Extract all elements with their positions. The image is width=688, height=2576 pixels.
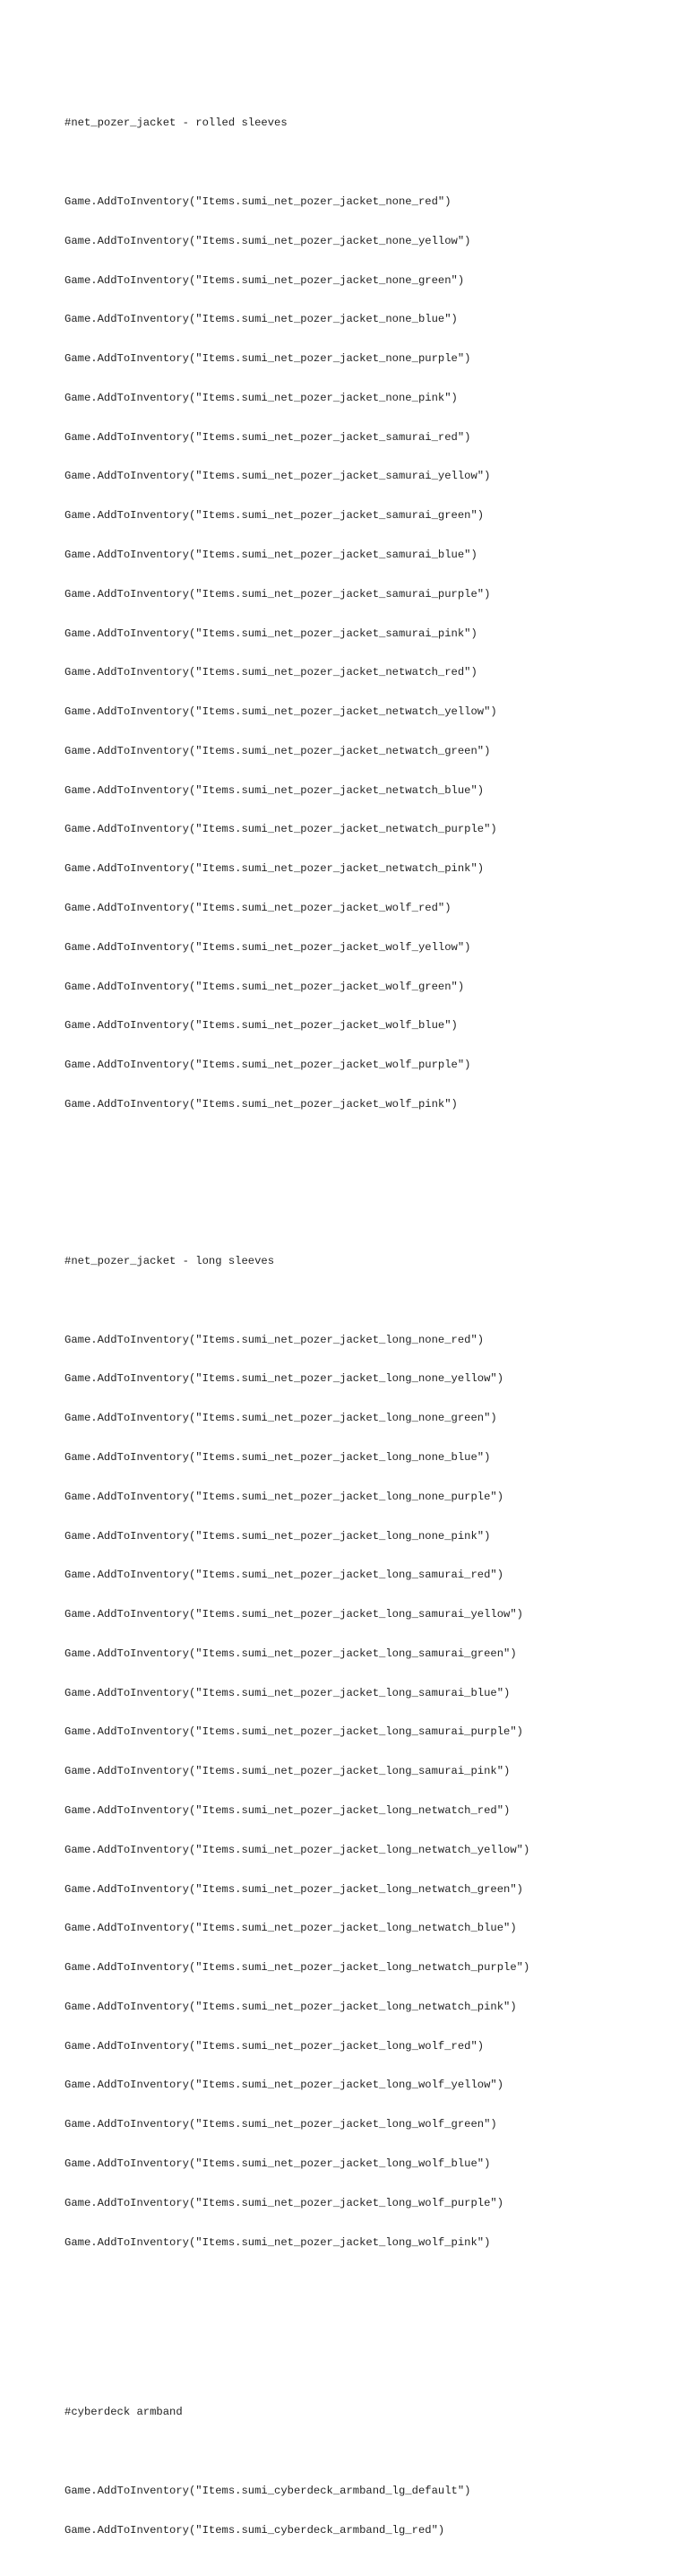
code-line: Game.AddToInventory("Items.sumi_net_pozer_jacket_long_wolf_green") <box>64 2118 497 2131</box>
code-line: Game.AddToInventory("Items.sumi_net_pozer_jacket_long_wolf_pink") <box>64 2235 491 2249</box>
code-line: Game.AddToInventory("Items.sumi_net_pozer_jacket_long_netwatch_purple") <box>64 1961 530 1975</box>
code-line: Game.AddToInventory("Items.sumi_net_pozer_jacket_netwatch_blue") <box>64 783 485 797</box>
code-line: Game.AddToInventory("Items.sumi_net_pozer_jacket_long_none_yellow") <box>64 1372 504 1386</box>
code-line: Game.AddToInventory("Items.sumi_net_pozer_jacket_netwatch_purple") <box>64 823 497 836</box>
code-line: Game.AddToInventory("Items.sumi_net_pozer_jacket_long_wolf_blue") <box>64 2157 491 2170</box>
code-line: Game.AddToInventory("Items.sumi_net_pozer_jacket_long_netwatch_green") <box>64 1882 523 1896</box>
code-line: Game.AddToInventory("Items.sumi_net_pozer_jacket_netwatch_red") <box>64 666 477 679</box>
code-line: Game.AddToInventory("Items.sumi_net_pozer_jacket_wolf_yellow") <box>64 940 471 954</box>
code-line: Game.AddToInventory("Items.sumi_net_pozer_jacket_samurai_red") <box>64 430 471 444</box>
code-line: Game.AddToInventory("Items.sumi_net_pozer_jacket_long_samurai_purple") <box>64 1725 523 1739</box>
code-line: Game.AddToInventory("Items.sumi_net_pozer_jacket_wolf_blue") <box>64 1019 458 1033</box>
code-line: Game.AddToInventory("Items.sumi_net_pozer_jacket_samurai_blue") <box>64 548 477 561</box>
code-line: Game.AddToInventory("Items.sumi_net_pozer_jacket_long_wolf_yellow") <box>64 2079 504 2092</box>
code-line: Game.AddToInventory("Items.sumi_cyberdeck_armband_lg_default") <box>64 2484 471 2497</box>
code-line: Game.AddToInventory("Items.sumi_net_pozer_jacket_long_wolf_purple") <box>64 2196 504 2209</box>
document-page <box>64 65 656 2576</box>
code-line: Game.AddToInventory("Items.sumi_net_pozer_jacket_long_none_purple") <box>64 1490 504 1503</box>
code-line: Game.AddToInventory("Items.sumi_net_pozer_jacket_samurai_pink") <box>64 627 477 640</box>
code-line: Game.AddToInventory("Items.sumi_net_pozer_jacket_samurai_green") <box>64 509 485 523</box>
code-line: Game.AddToInventory("Items.sumi_net_pozer_jacket_netwatch_yellow") <box>64 705 497 719</box>
section-rolled-sleeves <box>64 91 656 1137</box>
code-line: Game.AddToInventory("Items.sumi_net_pozer_jacket_none_red") <box>64 194 452 208</box>
code-line: Game.AddToInventory("Items.sumi_net_pozer_jacket_netwatch_pink") <box>64 862 485 876</box>
section-cyberdeck-armband <box>64 2380 656 2563</box>
section-long-sleeves <box>64 1229 656 2276</box>
code-line: Game.AddToInventory("Items.sumi_net_pozer_jacket_long_samurai_blue") <box>64 1686 511 1699</box>
code-line: Game.AddToInventory("Items.sumi_net_pozer_jacket_long_netwatch_pink") <box>64 2000 517 2013</box>
code-line: Game.AddToInventory("Items.sumi_net_pozer_jacket_wolf_green") <box>64 980 465 993</box>
code-line: Game.AddToInventory("Items.sumi_net_pozer_jacket_none_pink") <box>64 391 458 404</box>
code-line: Game.AddToInventory("Items.sumi_net_pozer_jacket_long_samurai_yellow") <box>64 1608 523 1621</box>
code-line: Game.AddToInventory("Items.sumi_cyberdeck_armband_lg_red") <box>64 2523 445 2537</box>
code-line: Game.AddToInventory("Items.sumi_net_pozer_jacket_long_none_green") <box>64 1412 497 1425</box>
code-line: Game.AddToInventory("Items.sumi_net_pozer_jacket_long_samurai_green") <box>64 1647 517 1660</box>
code-line: Game.AddToInventory("Items.sumi_net_pozer_jacket_long_netwatch_yellow") <box>64 1843 530 1856</box>
code-line: Game.AddToInventory("Items.sumi_net_pozer_jacket_long_samurai_red") <box>64 1569 504 1582</box>
code-line: Game.AddToInventory("Items.sumi_net_pozer_jacket_long_wolf_red") <box>64 2039 485 2053</box>
code-line: Game.AddToInventory("Items.sumi_net_pozer_jacket_long_none_red") <box>64 1333 485 1346</box>
section-heading: #net_pozer_jacket - long sleeves <box>64 1255 275 1268</box>
code-line: Game.AddToInventory("Items.sumi_net_pozer_jacket_samurai_purple") <box>64 587 491 601</box>
code-line: Game.AddToInventory("Items.sumi_net_pozer_jacket_wolf_purple") <box>64 1059 471 1072</box>
code-line: Game.AddToInventory("Items.sumi_net_pozer_jacket_long_netwatch_red") <box>64 1803 511 1817</box>
code-line: Game.AddToInventory("Items.sumi_net_pozer_jacket_none_purple") <box>64 352 471 366</box>
code-line: Game.AddToInventory("Items.sumi_net_pozer_jacket_long_netwatch_blue") <box>64 1922 517 1935</box>
code-line: Game.AddToInventory("Items.sumi_net_pozer_jacket_long_samurai_pink") <box>64 1765 511 1778</box>
code-line: Game.AddToInventory("Items.sumi_net_pozer_jacket_none_blue") <box>64 313 458 326</box>
code-line: Game.AddToInventory("Items.sumi_net_pozer_jacket_none_yellow") <box>64 234 471 247</box>
section-heading: #cyberdeck armband <box>64 2406 183 2419</box>
code-line: Game.AddToInventory("Items.sumi_net_pozer_jacket_netwatch_green") <box>64 744 491 757</box>
code-line: Game.AddToInventory("Items.sumi_net_pozer_jacket_long_none_blue") <box>64 1450 491 1464</box>
code-line: Game.AddToInventory("Items.sumi_net_pozer_jacket_long_none_pink") <box>64 1529 491 1543</box>
code-line: Game.AddToInventory("Items.sumi_net_pozer_jacket_wolf_pink") <box>64 1097 458 1111</box>
code-line: Game.AddToInventory("Items.sumi_net_pozer_jacket_samurai_yellow") <box>64 470 491 483</box>
code-line: Game.AddToInventory("Items.sumi_net_pozer_jacket_none_green") <box>64 273 465 287</box>
code-line: Game.AddToInventory("Items.sumi_net_pozer_jacket_wolf_red") <box>64 902 452 914</box>
section-heading: #net_pozer_jacket - rolled sleeves <box>64 117 288 130</box>
